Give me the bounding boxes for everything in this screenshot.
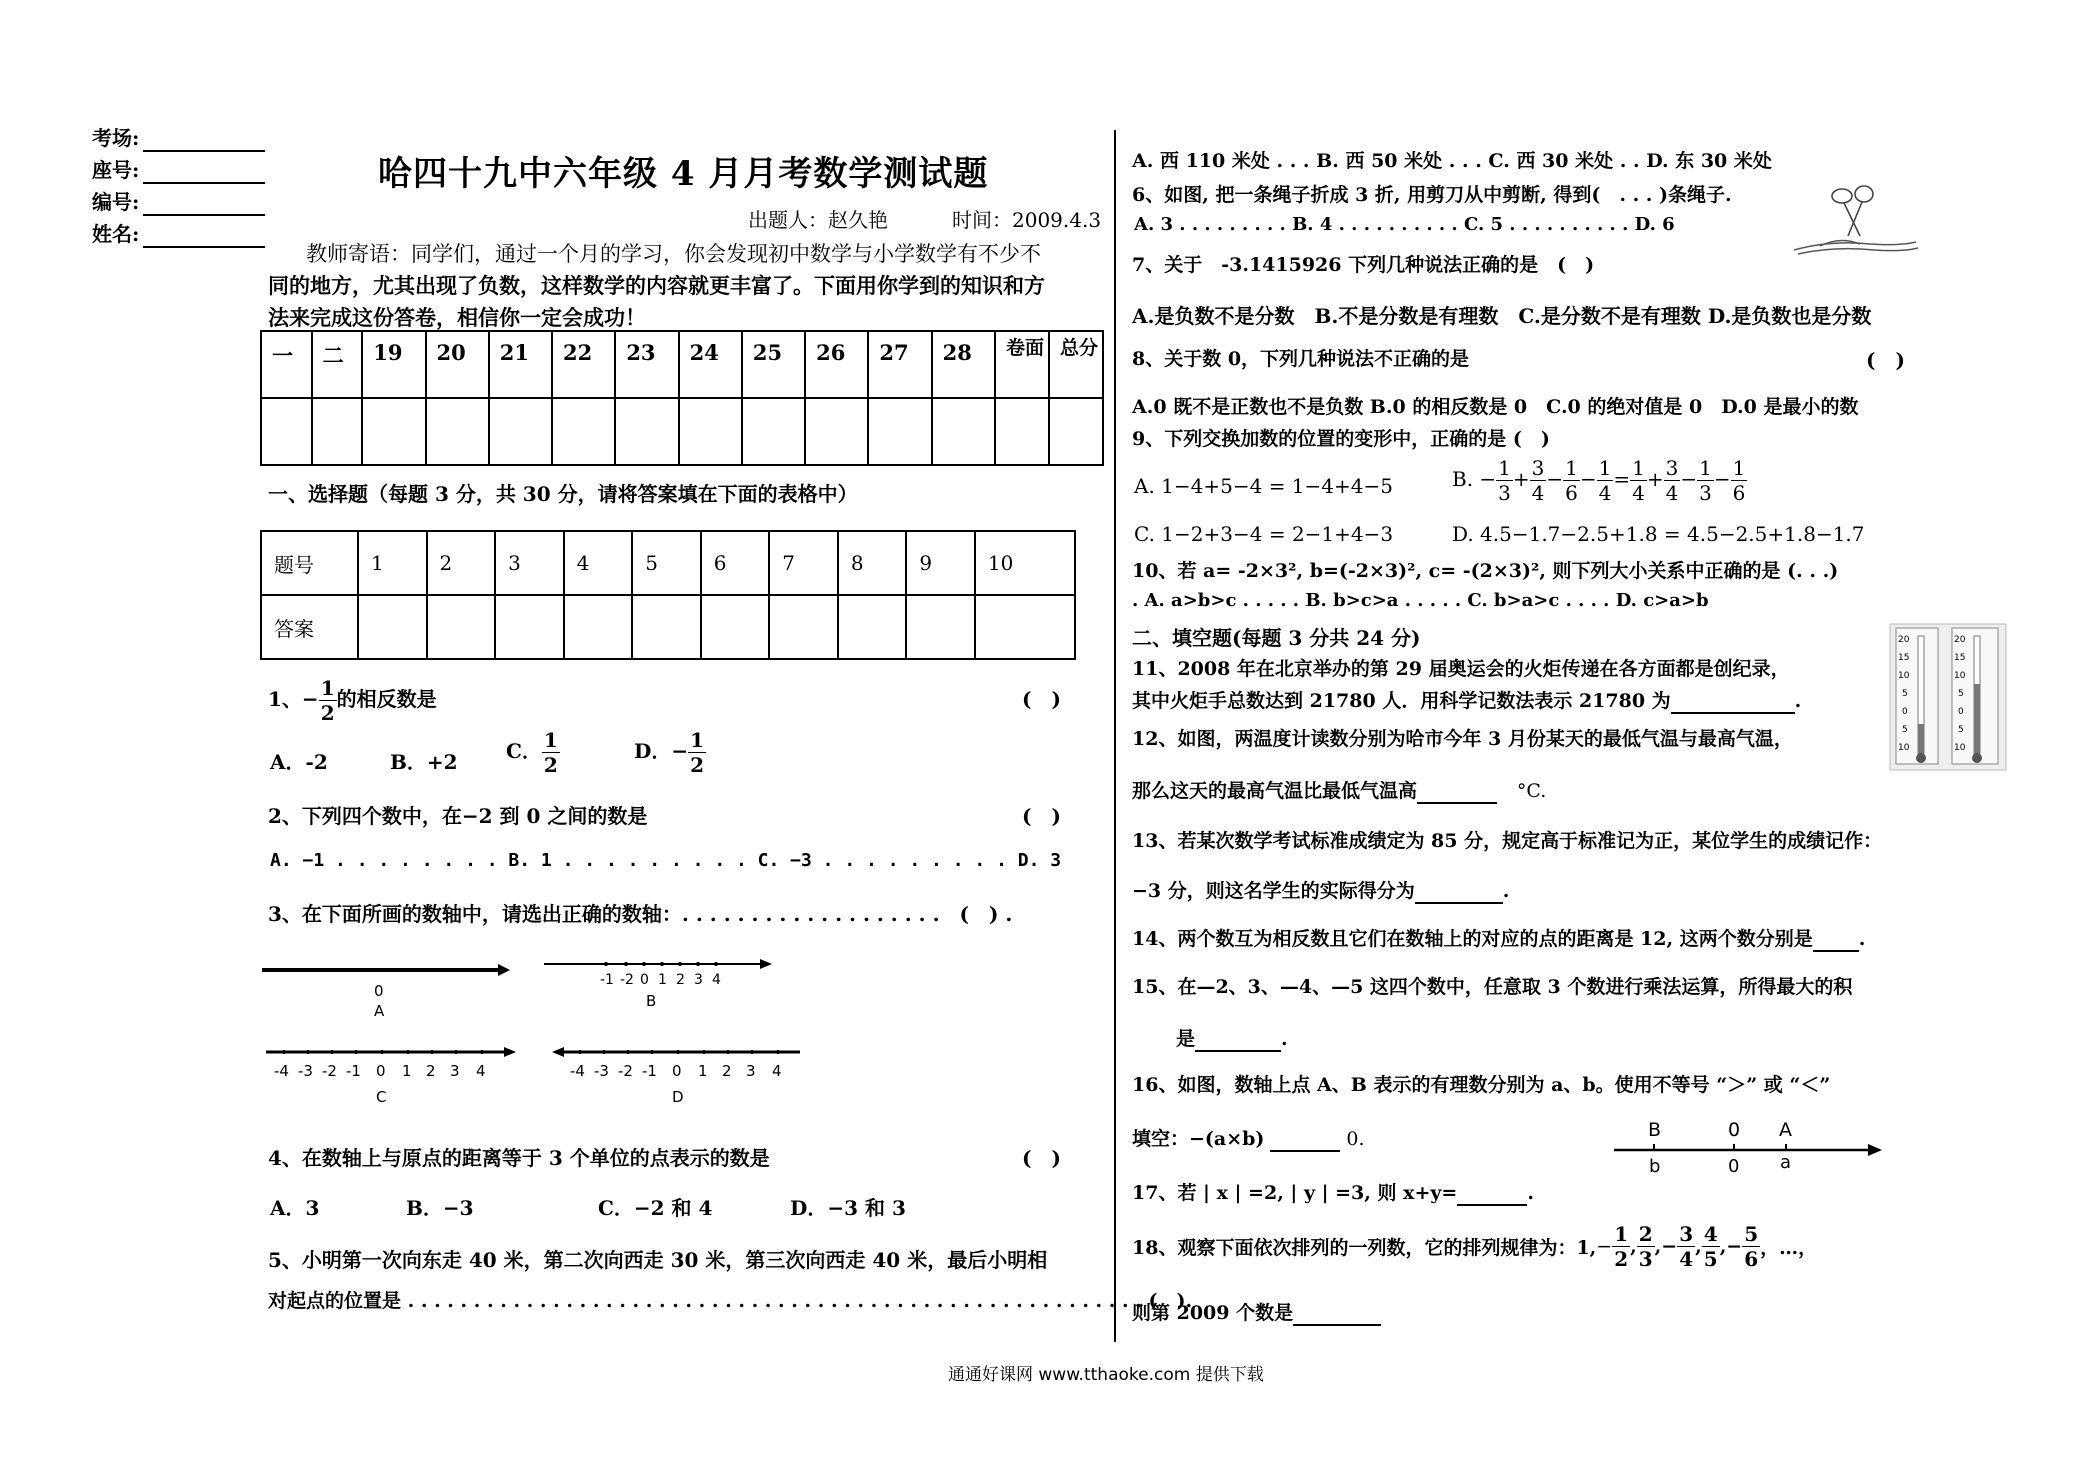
q16-axis-label-a: A [1779, 1119, 1792, 1141]
q9-b-label: B. − [1452, 467, 1497, 491]
question-18-line-2 [1132, 1298, 1381, 1326]
axis-b-tick: 4 [712, 972, 721, 988]
q9-b-frac-num: 1 [1565, 456, 1578, 480]
score-header-cell: 总分 [1049, 331, 1103, 398]
answer-cell[interactable] [495, 595, 564, 659]
q18-fraction [1677, 1224, 1695, 1269]
q12-unit: °C. [1516, 780, 1547, 802]
q9-b-frac-num: 1 [1498, 456, 1511, 480]
q9-b-frac-den: 4 [1632, 481, 1645, 505]
q1-option-d-label: D． [634, 739, 672, 763]
q1-option-d-denominator: 2 [690, 753, 705, 777]
thermo-left-tick: 5 [1902, 689, 1908, 699]
q9-b-frac-den: 6 [1732, 481, 1746, 505]
answer-cell[interactable] [701, 595, 770, 659]
question-13-line-1: 13、若某次数学考试标准成绩定为 85 分，规定高于标准记为正，某位学生的成绩记作： [1132, 830, 1883, 852]
question-4: 4、在数轴上与原点的距离等于 3 个单位的点表示的数是 [268, 1146, 770, 1170]
q9-b-frac-den: 4 [1665, 481, 1679, 505]
question-number-label: 题号 [261, 531, 358, 595]
q18-text: 18、观察下面依次排列的一列数，它的排列规律为：1, [1132, 1237, 1597, 1259]
score-cell[interactable] [742, 398, 805, 465]
axis-c-tick: -3 [298, 1062, 313, 1080]
question-15-line-2: 是 . [1176, 1028, 1288, 1050]
question-number-cell: 7 [769, 531, 838, 595]
seat-number-blank[interactable] [143, 158, 265, 184]
q9-b-frac-num: 3 [1665, 456, 1679, 480]
axis-d-tick: 3 [746, 1062, 756, 1080]
q1-answer-paren[interactable]: ( ) [1022, 687, 1061, 711]
score-header-cell: 27 [868, 331, 931, 398]
answer-cell[interactable] [769, 595, 838, 659]
thermo-right-tick: 5 [1958, 689, 1964, 699]
answer-cell[interactable] [564, 595, 633, 659]
axis-d-tick: -4 [570, 1062, 585, 1080]
question-12-line-2 [1132, 776, 1546, 804]
answer-cell[interactable] [906, 595, 975, 659]
thermo-right-tick: 0 [1958, 707, 1964, 717]
seat-number-label: 座号: [92, 158, 140, 182]
q6-options: A. 3 . . . . . . . . . B. 4 . . . . . . . . . . C. 5 . . . . . . . . . . D. 6 [1134, 214, 1675, 235]
q4-option-b: B．−3 [406, 1196, 474, 1220]
score-header-cell: 24 [679, 331, 742, 398]
rope-scissors-image [1790, 180, 1920, 260]
thermo-right-tick: 10 [1954, 671, 1966, 681]
axis-d-tick: 1 [698, 1062, 708, 1080]
q1-fraction [319, 678, 337, 723]
q9-b-frac-den: 4 [1531, 481, 1545, 505]
q13-blank[interactable] [1415, 880, 1503, 904]
axis-d-tick: 0 [672, 1062, 682, 1080]
q16-number-line [1610, 1116, 1890, 1176]
question-1 [268, 678, 437, 723]
question-8: 8、关于数 0，下列几种说法不正确的是 [1132, 348, 1470, 370]
exam-room-blank[interactable] [143, 126, 265, 152]
q18-fraction [1702, 1224, 1720, 1269]
intro-line-3: 法来完成这份答卷，相信你一定会成功！ [268, 305, 646, 330]
q9-b-frac-num: 1 [1598, 456, 1612, 480]
q9-b-frac-num: 1 [1699, 456, 1712, 480]
axis-b-tick: 1 [658, 972, 667, 988]
q13-text: −3 分，则这名学生的实际得分为 [1132, 880, 1415, 902]
axis-d-tick: 2 [722, 1062, 732, 1080]
axis-c-label: C [376, 1088, 387, 1106]
q11-blank[interactable] [1671, 690, 1795, 714]
score-header-cell: 20 [426, 331, 489, 398]
axis-c-tick: 2 [426, 1062, 436, 1080]
q12-blank[interactable] [1417, 780, 1497, 804]
number-line-c [262, 1038, 522, 1108]
axis-b-tick: 3 [694, 972, 703, 988]
q18-frac-num: 1 [1614, 1222, 1629, 1246]
question-number-cell: 9 [906, 531, 975, 595]
question-16-line-1: 16、如图，数轴上点 A、B 表示的有理数分别为 a、b。使用不等号 “＞” 或 “＜” [1132, 1074, 1831, 1096]
answer-table-number-row [261, 531, 1075, 595]
number-line-d [550, 1038, 810, 1108]
thermometer-high-icon [1952, 628, 1998, 764]
question-7: 7、关于 -3.1415926 下列几种说法正确的是 ( ) [1132, 254, 1595, 276]
score-header-cell: 28 [932, 331, 995, 398]
question-18: 18、观察下面依次排列的一列数，它的排列规律为：1,− $\frac{1}{2}$ , $\frac{2}{3}$ ,− $\frac{3}{4}$ , $\frac{4}{5}$ ,− $\frac{5}{6}$ ，…， [1132, 1222, 1818, 1271]
q9-b-frac-num: 3 [1531, 456, 1545, 480]
q9-b-fraction [1597, 458, 1614, 503]
q9-option-a: A. 1−4+5−4 = 1−4+4−5 [1134, 474, 1393, 498]
question-number-cell: 5 [632, 531, 701, 595]
q16-axis-value-b: b [1649, 1156, 1661, 1176]
score-table-entry-row [261, 398, 1103, 465]
q14-blank[interactable] [1813, 928, 1859, 952]
q1-option-c-numerator: 1 [543, 728, 558, 752]
q1-number: 1、 [268, 687, 302, 711]
question-number-cell: 4 [564, 531, 633, 595]
score-header-cell: 一 [261, 331, 312, 398]
q18-line2-text: 则第 2009 个数是 [1132, 1302, 1294, 1324]
exam-date: 时间：2009.4.3 [952, 208, 1102, 232]
question-number-cell: 1 [358, 531, 427, 595]
q9-b-frac-num: 1 [1632, 456, 1645, 480]
thermo-right-tick: 5 [1958, 725, 1964, 735]
q10-options: . A. a>b>c . . . . . B. b>c>a . . . . . C. b>a>c . . . . D. c>a>b [1132, 590, 1709, 611]
exam-room-label: 考场: [92, 126, 140, 150]
score-cell[interactable] [552, 398, 615, 465]
q4-answer-paren[interactable]: ( ) [1022, 1146, 1061, 1170]
axis-b-tick: -2 [620, 972, 634, 988]
axis-c-tick: -1 [346, 1062, 361, 1080]
q16-axis-value-a: a [1780, 1152, 1792, 1173]
q11-text: 其中火炬手总数达到 21780 人．用科学记数法表示 21780 为 [1132, 690, 1671, 712]
column-divider [1114, 130, 1116, 1342]
q1-option-c-denominator: 2 [543, 753, 558, 777]
question-number-cell: 10 [975, 531, 1075, 595]
number-line-b [540, 948, 780, 1018]
axis-a-label: A [374, 1002, 385, 1018]
score-header-cell: 19 [362, 331, 425, 398]
section1-title: 一、选择题（每题 3 分，共 30 分，请将答案填在下面的表格中） [268, 482, 858, 506]
q1-option-b: B．+2 [390, 750, 458, 774]
scissors-icon [1832, 186, 1873, 236]
score-cell[interactable] [995, 398, 1049, 465]
axis-b-tick: 2 [676, 972, 685, 988]
question-15-line-1: 15、在—2、3、—4、—5 这四个数中，任意取 3 个数进行乘法运算，所得最大的积 [1132, 976, 1853, 998]
score-header-cell: 22 [552, 331, 615, 398]
question-12-line-1: 12、如图，两温度计读数分别为哈市今年 3 月份某天的最低气温与最高气温， [1132, 728, 1793, 750]
score-header-cell: 二 [312, 331, 363, 398]
q1-option-d-fraction [688, 730, 706, 775]
q9-option-b: B. − $\frac{1}{3}$ + $\frac{3}{4}$ − $\frac{1}{6}$ − $\frac{1}{4}$ = $\frac{1}{4}$ + $\frac{3}{4}$ − $\frac{1}{3}$ − $\frac{1}{6}$ [1452, 456, 1746, 505]
name-field[interactable] [92, 218, 265, 248]
id-number-label: 编号: [92, 190, 140, 214]
q8-options: A.0 既不是正数也不是负数 B.0 的相反数是 0 C.0 的绝对值是 0 D.0 是最小的数 [1132, 396, 1859, 418]
question-number-cell: 2 [427, 531, 496, 595]
q9-b-frac-den: 3 [1498, 481, 1511, 505]
axis-d-tick: -2 [618, 1062, 633, 1080]
question-number-cell: 8 [838, 531, 907, 595]
axis-d-label: D [672, 1088, 684, 1106]
q18-frac-den: 3 [1638, 1247, 1653, 1271]
q9-b-fraction [1731, 458, 1748, 503]
question-number-cell: 6 [701, 531, 770, 595]
intro-line-1: 教师寄语：同学们，通过一个月的学习，你会发现初中数学与小学数学有不少不 [306, 242, 1041, 266]
q1-option-c-label: C． [506, 739, 542, 763]
thermo-left-tick: 15 [1898, 653, 1910, 663]
question-14: 14、两个数互为相反数且它们在数轴上的对应的点的距离是 12, 这两个数分别是 . [1132, 928, 1866, 950]
page-footer: 通通好课网 www.tthaoke.com 提供下载 [948, 1365, 1264, 1385]
axis-d-tick: -1 [642, 1062, 657, 1080]
axis-c-tick: 4 [476, 1062, 486, 1080]
q1-option-d [634, 730, 706, 775]
q1-minus: − [301, 687, 319, 711]
score-header-cell: 25 [742, 331, 805, 398]
q18-blank[interactable] [1293, 1302, 1381, 1326]
q18-tail: ，…， [1760, 1237, 1818, 1259]
q15-blank[interactable] [1195, 1028, 1281, 1052]
score-cell[interactable] [312, 398, 363, 465]
axis-c-tick: -4 [274, 1062, 289, 1080]
q18-frac-den: 6 [1744, 1247, 1759, 1271]
id-number-field[interactable] [92, 186, 265, 216]
q16-text: 填空：−(a×b) [1132, 1128, 1265, 1150]
answer-cell[interactable] [838, 595, 907, 659]
question-5-line-1: 5、小明第一次向东走 40 米，第二次向西走 30 米，第三次向西走 40 米，最后小明相 [268, 1248, 1048, 1272]
score-header-cell: 26 [805, 331, 868, 398]
q18-fraction [1742, 1224, 1760, 1269]
thermo-left-tick: 20 [1898, 635, 1910, 645]
score-cell[interactable] [362, 398, 425, 465]
question-number-cell: 3 [495, 531, 564, 595]
thermometer-low-icon [1896, 628, 1938, 764]
q16-blank[interactable] [1270, 1128, 1340, 1152]
score-table [260, 330, 1104, 466]
q18-frac-num: 5 [1744, 1222, 1759, 1246]
q8-answer-paren[interactable]: ( ) [1866, 348, 1905, 372]
axis-d-tick: 4 [772, 1062, 782, 1080]
answer-cell[interactable] [975, 595, 1075, 659]
q9-b-frac-den: 4 [1598, 481, 1612, 505]
thermo-right-tick: 15 [1954, 653, 1966, 663]
q16-end: 0. [1346, 1128, 1365, 1150]
q16-axis-value-0: 0 [1728, 1156, 1740, 1176]
score-table-header-row [261, 331, 1103, 398]
rope-icon [1794, 240, 1918, 254]
axis-d-tick: -3 [594, 1062, 609, 1080]
answer-cell[interactable] [427, 595, 496, 659]
q9-b-frac-num: 1 [1732, 456, 1746, 480]
q9-b-fraction [1530, 458, 1547, 503]
q15-text: 是 [1176, 1028, 1196, 1050]
section2-title: 二、填空题(每题 3 分共 24 分) [1132, 626, 1421, 650]
q9-option-d: D. 4.5−1.7−2.5+1.8 = 4.5−2.5+1.8−1.7 [1452, 522, 1865, 546]
score-header-cell: 21 [489, 331, 552, 398]
score-cell[interactable] [489, 398, 552, 465]
score-header-cell: 卷面 [995, 331, 1049, 398]
q12-text: 那么这天的最高气温比最低气温高 [1132, 780, 1418, 802]
thermo-right-tick: 20 [1954, 635, 1966, 645]
question-13-line-2: −3 分，则这名学生的实际得分为 . [1132, 880, 1510, 902]
axis-c-tick: 0 [376, 1062, 386, 1080]
score-cell[interactable] [426, 398, 489, 465]
q9-b-fraction [1563, 458, 1580, 503]
page-title: 哈四十九中六年级 4 月月考数学测试题 [378, 154, 989, 194]
answer-cell[interactable] [358, 595, 427, 659]
q9-b-frac-den: 6 [1565, 481, 1578, 505]
q18-frac-num: 4 [1703, 1222, 1718, 1246]
q4-option-c: C．−2 和 4 [598, 1196, 713, 1220]
q1-denominator: 2 [320, 701, 335, 725]
exam-room-field[interactable] [92, 122, 265, 152]
q1-option-d-minus: − [671, 739, 689, 763]
q17-blank[interactable] [1457, 1182, 1527, 1206]
q1-option-c-fraction [542, 730, 560, 775]
thermo-right-tick: 10 [1954, 743, 1966, 753]
answer-table [260, 530, 1076, 660]
question-6: 6、如图, 把一条绳子折成 3 折, 用剪刀从中剪断, 得到( . . . )条绳子. [1132, 184, 1732, 206]
question-11-line-1: 11、2008 年在北京举办的第 29 届奥运会的火炬传递在各方面都是创纪录， [1132, 658, 1790, 680]
question-5-line-2: 对起点的位置是 . . . . . . . . . . . . . . . . . . . . . . . . . . . . . . . . . . . . . . . . . . . . . . . . . . . . . . . . ( ). [268, 1290, 1193, 1312]
name-label: 姓名: [92, 222, 140, 246]
axis-c-tick: 1 [402, 1062, 412, 1080]
q18-frac-num: 3 [1679, 1222, 1694, 1246]
q9-b-fraction [1496, 458, 1513, 503]
q9-b-fraction [1697, 458, 1714, 503]
score-cell[interactable] [1049, 398, 1103, 465]
question-2: 2、下列四个数中，在−2 到 0 之间的数是 [268, 804, 648, 828]
question-11-line-2: 其中火炬手总数达到 21780 人．用科学记数法表示 21780 为 . [1132, 690, 1802, 712]
q16-axis-label-0: 0 [1728, 1119, 1741, 1141]
q18-frac-den: 2 [1614, 1247, 1629, 1271]
q7-options: A.是负数不是分数 B.不是分数是有理数 C.是分数不是有理数 D.是负数也是分数 [1132, 304, 1872, 328]
answer-table-answer-row [261, 595, 1075, 659]
thermo-left-tick: 10 [1898, 671, 1910, 681]
thermo-left-tick: 5 [1902, 725, 1908, 735]
q18-frac-den: 4 [1679, 1247, 1694, 1271]
q1-numerator: 1 [320, 676, 335, 700]
q1-option-c [506, 730, 560, 775]
q14-text: 14、两个数互为相反数且它们在数轴上的对应的点的距离是 12, 这两个数分别是 [1132, 928, 1813, 950]
axis-b-tick: -1 [600, 972, 614, 988]
q4-option-a: A．3 [270, 1196, 320, 1220]
score-cell[interactable] [868, 398, 931, 465]
intro-line-2: 同的地方，尤其出现了负数，这样数学的内容就更丰富了。下面用你学到的知识和方 [268, 273, 1045, 298]
axis-c-tick: -2 [322, 1062, 337, 1080]
answer-cell[interactable] [632, 595, 701, 659]
score-cell[interactable] [932, 398, 995, 465]
q2-answer-paren[interactable]: ( ) [1022, 804, 1061, 828]
q16-axis-label-b: B [1648, 1119, 1662, 1141]
axis-c-tick: 3 [450, 1062, 460, 1080]
name-blank[interactable] [143, 222, 265, 248]
q18-frac-num: 2 [1638, 1222, 1653, 1246]
q5-options: A. 西 110 米处 . . . B. 西 50 米处 . . . C. 西 30 米处 . . D. 东 30 米处 [1132, 150, 1772, 172]
thermo-left-tick: 10 [1898, 743, 1910, 753]
score-cell[interactable] [679, 398, 742, 465]
q1-text: 的相反数是 [336, 687, 437, 711]
q9-b-frac-den: 3 [1699, 481, 1712, 505]
q4-option-d: D．−3 和 3 [790, 1196, 906, 1220]
question-10: 10、若 a= -2×3², b=(-2×3)², c= -(2×3)², 则下列大小关系中正确的是 (. . .) [1132, 560, 1839, 582]
q2-options: A. −1 . . . . . . . . B. 1 . . . . . . . . . C. −3 . . . . . . . . . D. 3 [270, 850, 1062, 871]
seat-number-field[interactable] [92, 154, 265, 184]
q18-frac-den: 5 [1703, 1247, 1718, 1271]
answer-label: 答案 [261, 595, 358, 659]
axis-a-zero: 0 [374, 982, 384, 1000]
axis-b-tick: 0 [640, 972, 649, 988]
question-9: 9、下列交换加数的位置的变形中，正确的是 ( ) [1132, 428, 1550, 450]
id-number-blank[interactable] [143, 190, 265, 216]
question-17: 17、若 | x | =2, | y | =3, 则 x+y= . [1132, 1182, 1534, 1204]
axis-b-label: B [646, 992, 657, 1010]
q9-option-c: C. 1−2+3−4 = 2−1+4−3 [1134, 522, 1394, 546]
author: 出题人：赵久艳 [748, 208, 888, 232]
q9-b-fraction [1630, 458, 1647, 503]
q9-b-fraction [1664, 458, 1681, 503]
thermo-left-tick: 0 [1902, 707, 1908, 717]
q1-option-a: A．-2 [270, 750, 328, 774]
score-cell[interactable] [261, 398, 312, 465]
question-3: 3、在下面所画的数轴中，请选出正确的数轴：. . . . . . . . . . . . . . . . . . . ( ) . [268, 902, 1013, 926]
q17-text: 17、若 | x | =2, | y | =3, 则 x+y= [1132, 1182, 1458, 1204]
question-16-line-2 [1132, 1124, 1365, 1152]
score-cell[interactable] [615, 398, 678, 465]
thermometers-image [1888, 622, 2008, 772]
score-header-cell: 23 [615, 331, 678, 398]
q1-option-d-numerator: 1 [690, 728, 705, 752]
score-cell[interactable] [805, 398, 868, 465]
q18-fraction [1612, 1224, 1630, 1269]
q18-fraction [1637, 1224, 1655, 1269]
